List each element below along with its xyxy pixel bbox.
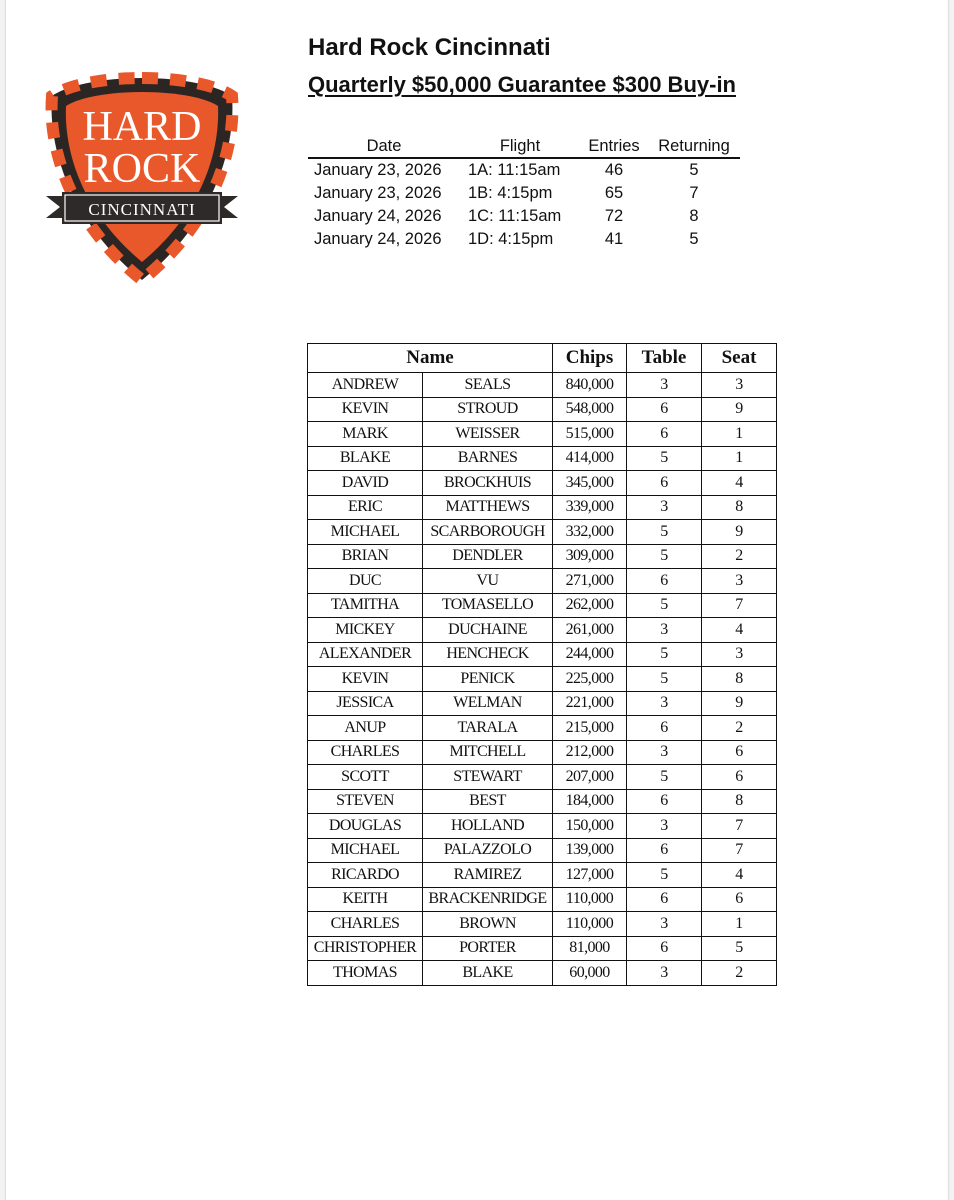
player-last-name: MITCHELL	[423, 740, 553, 765]
player-first-name: ANUP	[308, 716, 423, 741]
player-table-number: 6	[627, 716, 702, 741]
player-chip-count: 110,000	[553, 887, 627, 912]
player-first-name: DUC	[308, 569, 423, 594]
player-chip-count: 309,000	[553, 544, 627, 569]
flights-header-returning: Returning	[648, 136, 740, 158]
player-last-name: TARALA	[423, 716, 553, 741]
player-seat-number: 9	[702, 520, 777, 545]
flight-name: 1B: 4:15pm	[468, 184, 553, 202]
chip-count-row	[308, 495, 777, 520]
flight-returning: 7	[689, 184, 699, 202]
player-last-name: BROWN	[423, 912, 553, 937]
chip-count-row	[308, 593, 777, 618]
player-last-name: BEST	[423, 789, 553, 814]
chip-count-row	[308, 373, 777, 398]
player-first-name: STEVEN	[308, 789, 423, 814]
player-last-name: MATTHEWS	[423, 495, 553, 520]
player-last-name: STEWART	[423, 765, 553, 790]
player-last-name: SCARBOROUGH	[423, 520, 553, 545]
player-seat-number: 2	[702, 716, 777, 741]
chip-count-row	[308, 740, 777, 765]
player-first-name: DAVID	[308, 471, 423, 496]
flights-header-row	[308, 136, 740, 158]
player-table-number: 3	[627, 691, 702, 716]
player-first-name: SCOTT	[308, 765, 423, 790]
flight-entries: 65	[604, 184, 624, 202]
player-last-name: DUCHAINE	[423, 618, 553, 643]
player-chip-count: 221,000	[553, 691, 627, 716]
player-chip-count: 127,000	[553, 863, 627, 888]
flight-date: January 23, 2026	[314, 184, 442, 202]
chip-count-row	[308, 446, 777, 471]
flights-header-date: Date	[308, 136, 460, 158]
player-table-number: 3	[627, 961, 702, 986]
player-seat-number: 4	[702, 863, 777, 888]
player-seat-number: 5	[702, 936, 777, 961]
chip-counts-header-row	[308, 344, 777, 373]
player-seat-number: 6	[702, 887, 777, 912]
flight-returning: 5	[689, 230, 699, 248]
player-seat-number: 2	[702, 961, 777, 986]
flight-entries: 72	[604, 207, 624, 225]
flight-name: 1C: 11:15am	[468, 207, 562, 225]
player-table-number: 6	[627, 838, 702, 863]
player-seat-number: 9	[702, 691, 777, 716]
chip-count-row	[308, 716, 777, 741]
player-last-name: BRACKENRIDGE	[423, 887, 553, 912]
player-table-number: 5	[627, 765, 702, 790]
chip-counts-header-chips: Chips	[553, 344, 627, 373]
flight-name: 1A: 11:15am	[468, 161, 561, 179]
player-table-number: 3	[627, 373, 702, 398]
flights-header-entries: Entries	[580, 136, 648, 158]
player-chip-count: 271,000	[553, 569, 627, 594]
player-first-name: JESSICA	[308, 691, 423, 716]
player-last-name: VU	[423, 569, 553, 594]
player-first-name: BLAKE	[308, 446, 423, 471]
player-last-name: BLAKE	[423, 961, 553, 986]
document-page	[6, 0, 948, 1200]
flight-date: January 23, 2026	[314, 161, 442, 179]
chip-count-row	[308, 520, 777, 545]
player-last-name: STROUD	[423, 397, 553, 422]
player-first-name: KEITH	[308, 887, 423, 912]
chip-count-row	[308, 569, 777, 594]
player-first-name: CHARLES	[308, 740, 423, 765]
chip-counts-table	[307, 343, 777, 986]
player-seat-number: 4	[702, 618, 777, 643]
player-first-name: ERIC	[308, 495, 423, 520]
player-seat-number: 7	[702, 593, 777, 618]
player-table-number: 3	[627, 814, 702, 839]
flight-row	[308, 158, 740, 182]
player-chip-count: 244,000	[553, 642, 627, 667]
player-chip-count: 110,000	[553, 912, 627, 937]
player-seat-number: 7	[702, 814, 777, 839]
player-last-name: SEALS	[423, 373, 553, 398]
player-last-name: HOLLAND	[423, 814, 553, 839]
player-table-number: 5	[627, 446, 702, 471]
logo-banner-cincinnati: CINCINNATI	[88, 200, 196, 219]
player-chip-count: 548,000	[553, 397, 627, 422]
logo-word-rock: ROCK	[83, 146, 201, 192]
player-seat-number: 8	[702, 495, 777, 520]
flight-row	[308, 228, 740, 251]
player-last-name: PORTER	[423, 936, 553, 961]
player-last-name: DENDLER	[423, 544, 553, 569]
player-last-name: WELMAN	[423, 691, 553, 716]
player-chip-count: 261,000	[553, 618, 627, 643]
player-table-number: 6	[627, 397, 702, 422]
player-chip-count: 215,000	[553, 716, 627, 741]
chip-count-row	[308, 887, 777, 912]
player-seat-number: 1	[702, 912, 777, 937]
player-table-number: 5	[627, 520, 702, 545]
player-seat-number: 7	[702, 838, 777, 863]
player-last-name: HENCHECK	[423, 642, 553, 667]
player-first-name: ALEXANDER	[308, 642, 423, 667]
chip-count-row	[308, 961, 777, 986]
player-first-name: CHARLES	[308, 912, 423, 937]
player-first-name: ANDREW	[308, 373, 423, 398]
flight-entries: 41	[604, 230, 624, 248]
player-seat-number: 3	[702, 642, 777, 667]
flights-header-flight: Flight	[460, 136, 580, 158]
page-subtitle: Quarterly $50,000 Guarantee $300 Buy-in	[308, 72, 736, 97]
flight-name: 1D: 4:15pm	[468, 230, 554, 248]
player-first-name: MICHAEL	[308, 838, 423, 863]
chip-count-row	[308, 789, 777, 814]
chip-count-row	[308, 765, 777, 790]
player-table-number: 5	[627, 593, 702, 618]
player-seat-number: 3	[702, 373, 777, 398]
flight-returning: 8	[689, 207, 699, 225]
flight-entries: 46	[604, 161, 624, 179]
chip-count-row	[308, 422, 777, 447]
chip-count-row	[308, 397, 777, 422]
chip-counts-header-seat: Seat	[702, 344, 777, 373]
flight-date: January 24, 2026	[314, 207, 442, 225]
player-table-number: 5	[627, 642, 702, 667]
player-chip-count: 515,000	[553, 422, 627, 447]
chip-count-row	[308, 471, 777, 496]
player-table-number: 5	[627, 544, 702, 569]
player-last-name: TOMASELLO	[423, 593, 553, 618]
chip-count-row	[308, 838, 777, 863]
player-seat-number: 6	[702, 740, 777, 765]
player-table-number: 5	[627, 667, 702, 692]
player-first-name: MICKEY	[308, 618, 423, 643]
logo-word-hard: HARD	[82, 104, 202, 150]
player-chip-count: 60,000	[553, 961, 627, 986]
player-first-name: MICHAEL	[308, 520, 423, 545]
player-chip-count: 414,000	[553, 446, 627, 471]
player-table-number: 6	[627, 936, 702, 961]
flight-date: January 24, 2026	[314, 230, 442, 248]
player-last-name: BROCKHUIS	[423, 471, 553, 496]
player-last-name: BARNES	[423, 446, 553, 471]
player-table-number: 6	[627, 569, 702, 594]
chip-count-row	[308, 814, 777, 839]
player-first-name: MARK	[308, 422, 423, 447]
player-chip-count: 840,000	[553, 373, 627, 398]
player-table-number: 3	[627, 495, 702, 520]
player-table-number: 6	[627, 422, 702, 447]
player-table-number: 3	[627, 618, 702, 643]
player-chip-count: 332,000	[553, 520, 627, 545]
player-seat-number: 3	[702, 569, 777, 594]
flights-table	[308, 136, 740, 251]
chip-counts-header-name: Name	[308, 344, 553, 373]
player-first-name: BRIAN	[308, 544, 423, 569]
player-table-number: 3	[627, 912, 702, 937]
player-chip-count: 339,000	[553, 495, 627, 520]
chip-count-row	[308, 667, 777, 692]
player-chip-count: 150,000	[553, 814, 627, 839]
flight-returning: 5	[689, 161, 699, 179]
player-last-name: WEISSER	[423, 422, 553, 447]
player-chip-count: 207,000	[553, 765, 627, 790]
player-seat-number: 2	[702, 544, 777, 569]
player-first-name: THOMAS	[308, 961, 423, 986]
chip-count-row	[308, 642, 777, 667]
player-chip-count: 184,000	[553, 789, 627, 814]
player-chip-count: 345,000	[553, 471, 627, 496]
chip-count-row	[308, 863, 777, 888]
player-seat-number: 1	[702, 422, 777, 447]
player-last-name: RAMIREZ	[423, 863, 553, 888]
chip-count-row	[308, 912, 777, 937]
player-table-number: 6	[627, 789, 702, 814]
flight-row	[308, 182, 740, 205]
player-seat-number: 8	[702, 667, 777, 692]
player-seat-number: 6	[702, 765, 777, 790]
player-chip-count: 262,000	[553, 593, 627, 618]
player-seat-number: 1	[702, 446, 777, 471]
player-last-name: PENICK	[423, 667, 553, 692]
chip-count-row	[308, 936, 777, 961]
flight-row	[308, 205, 740, 228]
player-table-number: 5	[627, 863, 702, 888]
player-chip-count: 139,000	[553, 838, 627, 863]
player-last-name: PALAZZOLO	[423, 838, 553, 863]
player-seat-number: 4	[702, 471, 777, 496]
player-first-name: RICARDO	[308, 863, 423, 888]
player-chip-count: 225,000	[553, 667, 627, 692]
player-first-name: CHRISTOPHER	[308, 936, 423, 961]
player-chip-count: 212,000	[553, 740, 627, 765]
page-title: Hard Rock Cincinnati	[308, 34, 551, 61]
player-table-number: 6	[627, 887, 702, 912]
hard-rock-cincinnati-logo	[42, 70, 242, 285]
chip-counts-header-table: Table	[627, 344, 702, 373]
chip-count-row	[308, 691, 777, 716]
player-seat-number: 9	[702, 397, 777, 422]
chip-count-row	[308, 544, 777, 569]
player-seat-number: 8	[702, 789, 777, 814]
player-chip-count: 81,000	[553, 936, 627, 961]
player-first-name: TAMITHA	[308, 593, 423, 618]
player-table-number: 6	[627, 471, 702, 496]
chip-count-row	[308, 618, 777, 643]
player-first-name: KEVIN	[308, 667, 423, 692]
player-first-name: KEVIN	[308, 397, 423, 422]
player-first-name: DOUGLAS	[308, 814, 423, 839]
player-table-number: 3	[627, 740, 702, 765]
